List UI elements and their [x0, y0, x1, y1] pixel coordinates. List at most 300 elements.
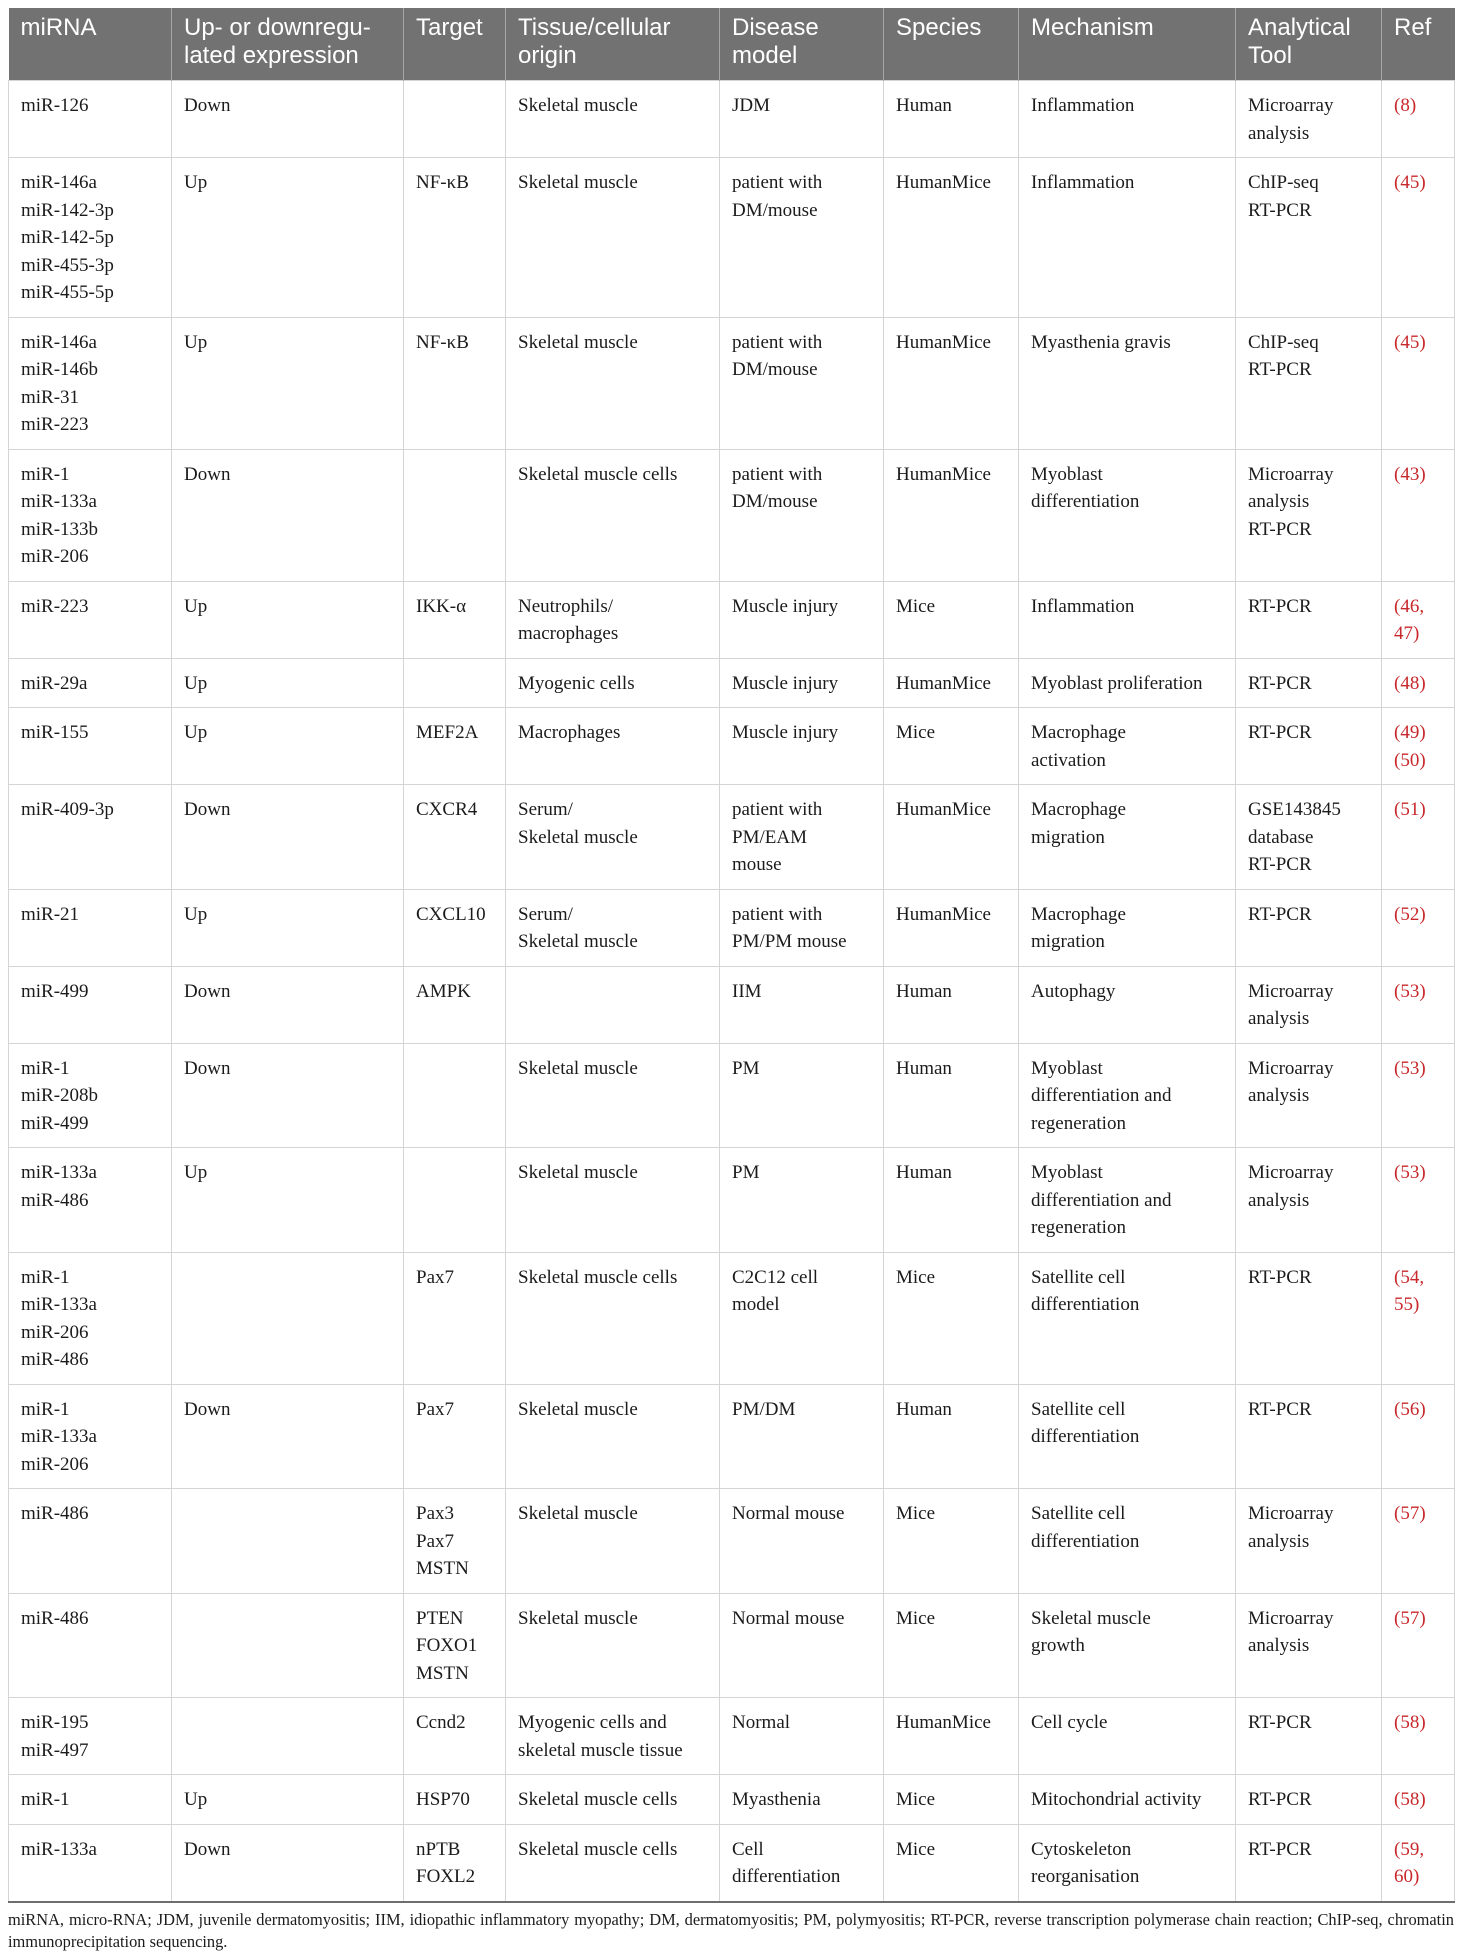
cell-line: patient with	[732, 331, 823, 353]
cell-line: RT-PCR	[1248, 1712, 1312, 1733]
reference-link[interactable]: (54,	[1394, 1266, 1425, 1288]
cell-target	[404, 785, 506, 890]
cell-disease	[720, 1775, 884, 1825]
cell-species	[884, 966, 1019, 1043]
reference-link[interactable]: (53)	[1394, 1162, 1426, 1183]
reference-link[interactable]: (53)	[1394, 980, 1426, 1002]
cell-tissue	[506, 1489, 720, 1594]
reference-link[interactable]: (57)	[1394, 1607, 1426, 1629]
reference-link[interactable]: (53)	[1394, 1057, 1426, 1079]
cell-line: GSE143845	[1248, 799, 1341, 820]
cell-line: Normal	[732, 1712, 791, 1733]
cell-target	[404, 889, 506, 966]
cell-mechanism	[1019, 658, 1236, 708]
cell-tool	[1236, 708, 1382, 785]
cell-line: Skeletal muscle	[518, 95, 638, 116]
cell-disease	[720, 1489, 884, 1594]
cell-line: Macrophage	[1031, 722, 1126, 743]
table-row	[9, 785, 1455, 890]
header-col-ref: Ref	[1382, 8, 1455, 81]
cell-line: Neutrophils/	[518, 595, 613, 617]
cell-mechanism	[1019, 449, 1236, 581]
cell-mirna	[9, 158, 172, 318]
cell-regulation	[172, 658, 404, 708]
cell-line: Pax7	[416, 1530, 454, 1552]
table-header-row	[9, 8, 1455, 81]
cell-mirna	[9, 1148, 172, 1253]
cell-line: CXCL10	[416, 903, 486, 925]
cell-regulation	[172, 1593, 404, 1698]
cell-disease	[720, 1252, 884, 1384]
cell-line: miR-133a	[21, 1838, 97, 1860]
cell-mechanism	[1019, 1489, 1236, 1594]
cell-line: miR-146a	[21, 331, 97, 353]
cell-line: miR-223	[21, 595, 89, 617]
cell-line: Skeletal muscle	[518, 931, 638, 952]
cell-target	[404, 1043, 506, 1148]
cell-ref	[1382, 1489, 1455, 1594]
cell-line: Skeletal muscle	[518, 172, 638, 193]
reference-link[interactable]: (56)	[1394, 1398, 1426, 1420]
cell-line: Down	[184, 95, 231, 116]
cell-target	[404, 1384, 506, 1489]
cell-target	[404, 1148, 506, 1253]
cell-line: mouse	[732, 854, 782, 875]
cell-line: differentiation and	[1031, 1189, 1172, 1211]
cell-line: RT-PCR	[1248, 1266, 1312, 1288]
cell-regulation	[172, 1775, 404, 1825]
cell-line: Skeletal muscle cells	[518, 1789, 678, 1810]
cell-tissue	[506, 658, 720, 708]
cell-tool	[1236, 1148, 1382, 1253]
cell-line: Microarray	[1248, 1162, 1334, 1183]
cell-ref	[1382, 449, 1455, 581]
cell-line: Myasthenia gravis	[1031, 331, 1171, 353]
cell-species	[884, 1698, 1019, 1775]
cell-line: RT-PCR	[1248, 199, 1312, 221]
cell-line: HSP70	[416, 1789, 470, 1810]
cell-target	[404, 1775, 506, 1825]
cell-mirna	[9, 1698, 172, 1775]
cell-line: Ccnd2	[416, 1712, 466, 1733]
cell-line: miR-142-3p	[21, 199, 114, 221]
cell-line: miR-1	[21, 463, 70, 485]
table-row	[9, 1384, 1455, 1489]
cell-regulation	[172, 449, 404, 581]
cell-line: migration	[1031, 931, 1105, 952]
cell-line: Pax3	[416, 1503, 454, 1524]
cell-line: Myoblast	[1031, 1162, 1103, 1183]
cell-line: HumanMice	[896, 172, 991, 193]
cell-tissue	[506, 708, 720, 785]
header-col-regulation: Up- or downregu- lated expression	[172, 8, 404, 81]
cell-line: miR-146b	[21, 359, 99, 380]
reference-link[interactable]: 55)	[1394, 1294, 1420, 1315]
cell-line: miR-133a	[21, 1162, 97, 1183]
cell-line: Down	[184, 1398, 231, 1420]
table-row	[9, 1252, 1455, 1384]
cell-ref	[1382, 1148, 1455, 1253]
cell-line: differentiation and	[1031, 1085, 1172, 1106]
reference-link[interactable]: (50)	[1394, 749, 1426, 771]
cell-ref	[1382, 1593, 1455, 1698]
cell-line: RT-PCR	[1248, 672, 1312, 694]
cell-line: Autophagy	[1031, 980, 1116, 1002]
reference-link[interactable]: (45)	[1394, 331, 1426, 353]
header-col-tool: Analytical Tool	[1236, 8, 1382, 81]
cell-line: activation	[1031, 749, 1106, 771]
cell-disease	[720, 449, 884, 581]
cell-line: miR-29a	[21, 672, 88, 694]
cell-line: miR-1	[21, 1266, 70, 1288]
cell-regulation	[172, 1043, 404, 1148]
cell-species	[884, 1593, 1019, 1698]
reference-link[interactable]: (45)	[1394, 172, 1426, 193]
cell-line: Mice	[896, 595, 936, 617]
cell-mirna	[9, 1775, 172, 1825]
reference-link[interactable]: 47)	[1394, 623, 1420, 644]
cell-line: differentiation	[1031, 1530, 1140, 1552]
cell-line: NF-κB	[416, 172, 469, 193]
cell-line: patient with	[732, 463, 823, 485]
cell-mechanism	[1019, 317, 1236, 449]
cell-line: miR-133b	[21, 518, 99, 540]
cell-target	[404, 449, 506, 581]
cell-mirna	[9, 449, 172, 581]
reference-link[interactable]: (46,	[1394, 595, 1425, 617]
cell-line: Microarray	[1248, 1057, 1334, 1079]
cell-disease	[720, 889, 884, 966]
cell-mechanism	[1019, 889, 1236, 966]
cell-line: NF-κB	[416, 331, 469, 353]
cell-line: differentiation	[1031, 491, 1140, 512]
cell-mirna	[9, 1824, 172, 1902]
cell-regulation	[172, 785, 404, 890]
reference-link[interactable]: (49)	[1394, 722, 1426, 743]
cell-line: macrophages	[518, 623, 619, 644]
cell-species	[884, 1043, 1019, 1148]
cell-line: Up	[184, 672, 208, 694]
header-col-mechanism: Mechanism	[1019, 8, 1236, 81]
cell-tool	[1236, 1489, 1382, 1594]
cell-line: miR-133a	[21, 1294, 97, 1315]
cell-line: Skeletal muscle cells	[518, 1838, 678, 1860]
reference-link[interactable]: (58)	[1394, 1789, 1426, 1810]
cell-ref	[1382, 1824, 1455, 1902]
cell-line: RT-PCR	[1248, 1789, 1312, 1810]
cell-species	[884, 158, 1019, 318]
cell-line: Up	[184, 903, 208, 925]
cell-line: C2C12 cell	[732, 1266, 819, 1288]
cell-disease	[720, 1698, 884, 1775]
cell-line: Mice	[896, 1838, 936, 1860]
cell-line: PM/EAM	[732, 826, 807, 848]
cell-line: analysis	[1248, 1008, 1310, 1029]
cell-tool	[1236, 658, 1382, 708]
reference-link[interactable]: (48)	[1394, 672, 1426, 694]
mirna-table	[8, 8, 1455, 1903]
cell-line: DM/mouse	[732, 491, 818, 512]
cell-line: Macrophages	[518, 722, 621, 743]
cell-mirna	[9, 81, 172, 158]
reference-link[interactable]: (51)	[1394, 799, 1426, 820]
cell-line: Myoblast	[1031, 463, 1103, 485]
table-row	[9, 658, 1455, 708]
cell-line: Mitochondrial activity	[1031, 1789, 1202, 1810]
cell-line: miR-21	[21, 903, 80, 925]
cell-line: Serum/	[518, 799, 573, 820]
cell-regulation	[172, 158, 404, 318]
reference-link[interactable]: (43)	[1394, 463, 1426, 485]
cell-regulation	[172, 1252, 404, 1384]
cell-line: miR-409-3p	[21, 799, 114, 820]
cell-disease	[720, 708, 884, 785]
cell-target	[404, 1252, 506, 1384]
cell-mirna	[9, 889, 172, 966]
cell-line: miR-455-3p	[21, 254, 114, 276]
cell-line: miR-486	[21, 1349, 89, 1370]
cell-mirna	[9, 658, 172, 708]
table-row	[9, 1043, 1455, 1148]
reference-link[interactable]: (57)	[1394, 1503, 1426, 1524]
cell-tissue	[506, 1824, 720, 1902]
cell-line: JDM	[732, 95, 771, 116]
cell-disease	[720, 785, 884, 890]
cell-tool	[1236, 581, 1382, 658]
cell-regulation	[172, 889, 404, 966]
cell-target	[404, 81, 506, 158]
cell-ref	[1382, 1043, 1455, 1148]
cell-line: Satellite cell	[1031, 1503, 1126, 1524]
cell-line: Macrophage	[1031, 903, 1126, 925]
cell-mechanism	[1019, 1252, 1236, 1384]
cell-line: IKK-α	[416, 595, 467, 617]
reference-link[interactable]: 60)	[1394, 1866, 1420, 1887]
cell-line: RT-PCR	[1248, 854, 1312, 875]
cell-line: miR-499	[21, 1112, 89, 1134]
cell-species	[884, 708, 1019, 785]
cell-line: Myoblast proliferation	[1031, 672, 1203, 694]
cell-line: reorganisation	[1031, 1866, 1140, 1887]
cell-target	[404, 1593, 506, 1698]
cell-line: regeneration	[1031, 1112, 1126, 1134]
cell-ref	[1382, 81, 1455, 158]
cell-line: Up	[184, 722, 208, 743]
cell-ref	[1382, 1384, 1455, 1489]
table-row	[9, 889, 1455, 966]
cell-line: PM/PM mouse	[732, 931, 847, 952]
cell-tissue	[506, 1698, 720, 1775]
cell-line: Skeletal muscle	[518, 1057, 638, 1079]
cell-line: miR-206	[21, 1453, 89, 1475]
reference-link[interactable]: (59,	[1394, 1838, 1425, 1860]
cell-line: DM/mouse	[732, 199, 818, 221]
cell-mechanism	[1019, 1384, 1236, 1489]
cell-line: miR-133a	[21, 1426, 97, 1447]
cell-line: Satellite cell	[1031, 1266, 1126, 1288]
cell-disease	[720, 658, 884, 708]
cell-ref	[1382, 158, 1455, 318]
mirna-table-container	[8, 8, 1454, 1903]
table-row	[9, 317, 1455, 449]
cell-line: miR-206	[21, 1321, 89, 1343]
cell-line: Cell cycle	[1031, 1712, 1108, 1733]
cell-ref	[1382, 1775, 1455, 1825]
cell-mechanism	[1019, 1824, 1236, 1902]
cell-line: Mice	[896, 1607, 936, 1629]
cell-line: HumanMice	[896, 463, 991, 485]
cell-line: RT-PCR	[1248, 903, 1312, 925]
cell-line: Human	[896, 1057, 952, 1079]
cell-tool	[1236, 1593, 1382, 1698]
cell-ref	[1382, 581, 1455, 658]
cell-ref	[1382, 658, 1455, 708]
cell-line: Down	[184, 799, 231, 820]
table-row	[9, 1593, 1455, 1698]
cell-line: Inflammation	[1031, 172, 1135, 193]
cell-line: FOXL2	[416, 1866, 476, 1887]
cell-line: patient with	[732, 172, 823, 193]
cell-tissue	[506, 581, 720, 658]
cell-mechanism	[1019, 708, 1236, 785]
cell-species	[884, 81, 1019, 158]
cell-disease	[720, 581, 884, 658]
cell-mirna	[9, 1252, 172, 1384]
table-row	[9, 966, 1455, 1043]
cell-tool	[1236, 317, 1382, 449]
cell-ref	[1382, 1252, 1455, 1384]
cell-tissue	[506, 1593, 720, 1698]
reference-link[interactable]: (58)	[1394, 1712, 1426, 1733]
cell-species	[884, 1252, 1019, 1384]
cell-species	[884, 1489, 1019, 1594]
cell-ref	[1382, 1698, 1455, 1775]
cell-regulation	[172, 1698, 404, 1775]
cell-line: Mice	[896, 1503, 936, 1524]
cell-line: regeneration	[1031, 1217, 1126, 1238]
cell-target	[404, 1698, 506, 1775]
cell-line: analysis	[1248, 1085, 1310, 1106]
cell-tool	[1236, 1043, 1382, 1148]
cell-line: Mice	[896, 1266, 936, 1288]
cell-tissue	[506, 81, 720, 158]
cell-line: Up	[184, 595, 208, 617]
cell-regulation	[172, 966, 404, 1043]
cell-line: Pax7	[416, 1398, 454, 1420]
cell-line: Cell	[732, 1838, 764, 1860]
table-row	[9, 449, 1455, 581]
cell-line: Human	[896, 1398, 952, 1420]
cell-tool	[1236, 1775, 1382, 1825]
cell-mirna	[9, 1043, 172, 1148]
cell-line: Myoblast	[1031, 1057, 1103, 1079]
cell-line: ChIP-seq	[1248, 331, 1319, 353]
cell-line: HumanMice	[896, 331, 991, 353]
cell-line: model	[732, 1294, 780, 1315]
cell-line: PTEN	[416, 1607, 464, 1629]
cell-mechanism	[1019, 581, 1236, 658]
cell-regulation	[172, 581, 404, 658]
cell-target	[404, 581, 506, 658]
cell-line: miR-195	[21, 1712, 89, 1733]
cell-line: Down	[184, 463, 231, 485]
cell-line: analysis	[1248, 122, 1310, 144]
table-row	[9, 708, 1455, 785]
cell-regulation	[172, 1824, 404, 1902]
cell-tool	[1236, 1384, 1382, 1489]
cell-mechanism	[1019, 81, 1236, 158]
cell-mirna	[9, 966, 172, 1043]
cell-line: patient with	[732, 799, 823, 820]
cell-line: Myasthenia	[732, 1789, 821, 1810]
cell-line: Human	[896, 1162, 952, 1183]
cell-line: miR-146a	[21, 172, 97, 193]
cell-line: analysis	[1248, 491, 1310, 512]
table-footnote: miRNA, micro-RNA; JDM, juvenile dermatomyositis; IIM, idiopathic inflammatory myopathy; DM, dermatomyositis; PM, polymyositis; RT-PCR, reverse transcription polymerase chain reaction; ChIP-seq, chromatin immunoprecipitation sequencing.	[8, 1910, 1454, 1951]
cell-mechanism	[1019, 158, 1236, 318]
cell-mechanism	[1019, 785, 1236, 890]
cell-species	[884, 1775, 1019, 1825]
cell-line: Skeletal muscle	[518, 331, 638, 353]
cell-line: RT-PCR	[1248, 1398, 1312, 1420]
reference-link[interactable]: (8)	[1394, 95, 1417, 116]
cell-line: Microarray	[1248, 1503, 1334, 1524]
cell-line: miR-142-5p	[21, 227, 114, 248]
cell-species	[884, 1824, 1019, 1902]
cell-line: Skeletal muscle cells	[518, 1266, 678, 1288]
cell-species	[884, 449, 1019, 581]
reference-link[interactable]: (52)	[1394, 903, 1426, 925]
cell-line: growth	[1031, 1635, 1085, 1656]
table-row	[9, 1489, 1455, 1594]
cell-target	[404, 658, 506, 708]
cell-tool	[1236, 966, 1382, 1043]
cell-tissue	[506, 785, 720, 890]
cell-line: RT-PCR	[1248, 595, 1312, 617]
cell-line: Skeletal muscle	[518, 1503, 638, 1524]
header-col-species: Species	[884, 8, 1019, 81]
cell-line: migration	[1031, 826, 1105, 848]
cell-line: MEF2A	[416, 722, 479, 743]
cell-line: differentiation	[1031, 1426, 1140, 1447]
cell-line: RT-PCR	[1248, 518, 1312, 540]
cell-line: Skeletal muscle	[518, 826, 638, 848]
cell-species	[884, 1384, 1019, 1489]
cell-line: miR-133a	[21, 491, 97, 512]
cell-mirna	[9, 708, 172, 785]
cell-line: Satellite cell	[1031, 1398, 1126, 1420]
cell-tissue	[506, 1148, 720, 1253]
header-col-disease: Disease model	[720, 8, 884, 81]
cell-line: Muscle injury	[732, 672, 839, 694]
cell-line: Skeletal muscle	[1031, 1607, 1151, 1629]
cell-line: Down	[184, 980, 231, 1002]
cell-mechanism	[1019, 1593, 1236, 1698]
cell-line: Up	[184, 331, 208, 353]
cell-line: FOXO1	[416, 1635, 478, 1656]
cell-disease	[720, 966, 884, 1043]
cell-line: RT-PCR	[1248, 722, 1312, 743]
cell-line: Up	[184, 172, 208, 193]
cell-regulation	[172, 1489, 404, 1594]
cell-line: Microarray	[1248, 980, 1334, 1002]
cell-line: Normal mouse	[732, 1503, 845, 1524]
cell-tool	[1236, 889, 1382, 966]
table-row	[9, 1698, 1455, 1775]
cell-species	[884, 785, 1019, 890]
cell-line: Serum/	[518, 903, 573, 925]
cell-line: Skeletal muscle	[518, 1398, 638, 1420]
